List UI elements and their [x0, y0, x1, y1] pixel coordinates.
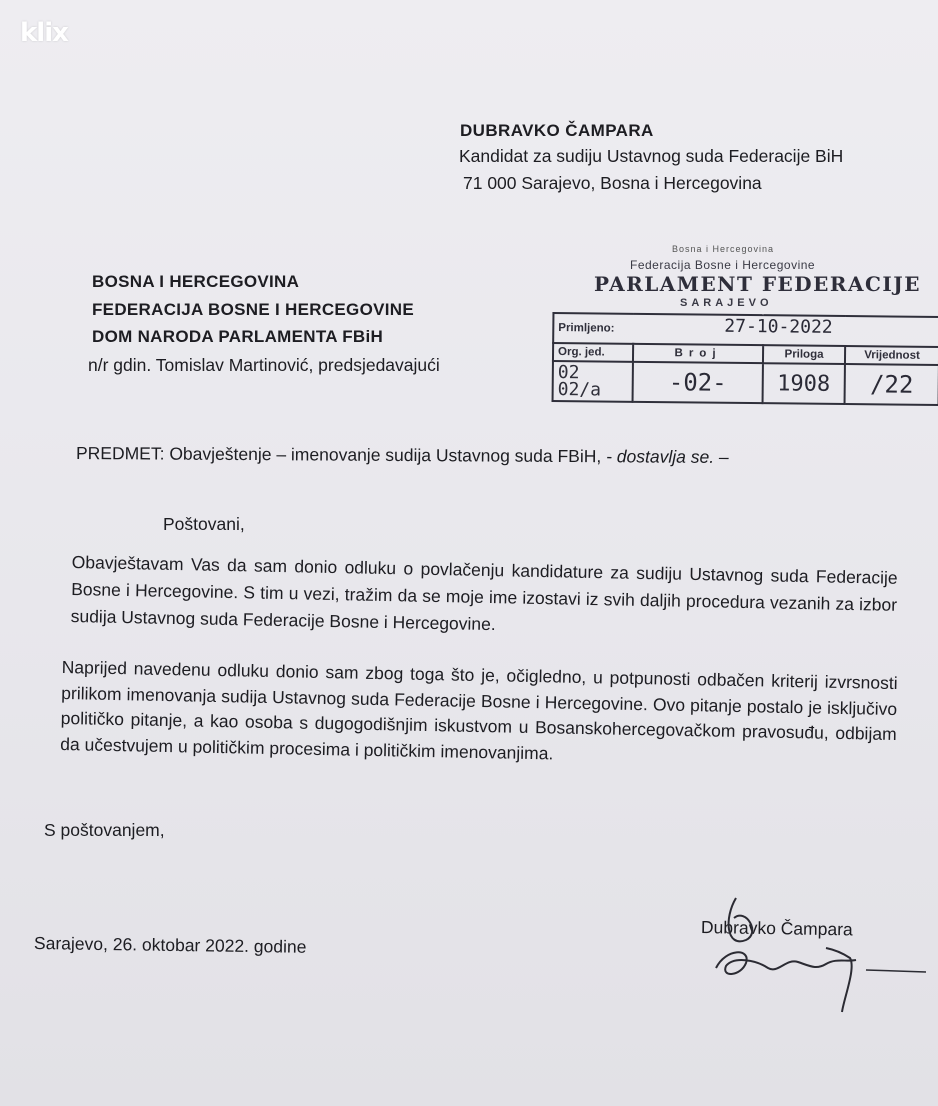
signatory-name: Dubravko Čampara: [700, 917, 853, 940]
stamp-header-small: Bosna i Hercegovina: [672, 244, 775, 254]
salutation: Poštovani,: [163, 514, 245, 534]
recipient-house: DOM NARODA PARLAMENTA FBiH: [92, 327, 384, 346]
stamp-value: /22: [845, 364, 938, 405]
handwritten-signature: [706, 888, 936, 1018]
stamp-header-federation: Federacija Bosne i Hercegovine: [630, 258, 816, 272]
stamp-col-value: Vrijednost: [845, 346, 938, 365]
stamp-col-org: Org. jed.: [553, 343, 633, 362]
stamp-received-label: Primljeno:: [558, 322, 615, 335]
place-date: Sarajevo, 26. oktobar 2022. godine: [33, 933, 307, 957]
stamp-received-row: [553, 313, 938, 347]
stamp-city: SARAJEVO: [680, 297, 773, 309]
sender-title: Kandidat za sudiju Ustavnog suda Federacije BiH: [459, 146, 844, 166]
body-paragraph-1: Obavještavam Vas da sam donio odluku o povlačenju kandidature za sudiju Ustavnog suda Federacije Bosne i Hercegovine. S tim u vezi, tražim da se moje ime izostavi iz svih daljih procedura vezanih za izbor sudija Ustavnog suda Federacije Bosne i Hercegovine.: [70, 551, 898, 635]
stamp-col-number: Broj: [633, 344, 763, 363]
subject-italic: - dostavlja se. –: [606, 446, 729, 467]
sender-address: 71 000 Sarajevo, Bosna i Hercegovina: [463, 173, 762, 193]
klix-watermark-logo: klix: [20, 18, 68, 48]
stamp-org-unit: 02 02/a: [553, 361, 633, 402]
sender-name: DUBRAVKO ČAMPARA: [460, 121, 654, 140]
stamp-table: [552, 312, 938, 406]
parliament-reception-stamp: [552, 244, 938, 422]
stamp-col-attachments: Priloga: [763, 345, 845, 364]
subject-text: Obavještenje – imenovanje sudija Ustavnog suda FBiH,: [169, 443, 602, 467]
recipient-country: BOSNA I HERCEGOVINA: [92, 272, 300, 291]
closing: S poštovanjem,: [44, 820, 165, 840]
stamp-received-date: 27-10-2022: [724, 315, 833, 338]
recipient-federation: FEDERACIJA BOSNE I HERCEGOVINE: [92, 300, 414, 319]
recipient-attention: n/r gdin. Tomislav Martinović, predsjedavajući: [88, 355, 440, 375]
subject-line: [76, 443, 729, 468]
body-paragraph-2: Naprijed navedenu odluku donio sam zbog toga što je, očigledno, u potpunosti odbačen kriterij izvrsnosti prilikom imenovanja sudija Ustavnog suda Federacije Bosne i Hercegovine. Ovo pitanje postalo je isključivo političko pitanje, a kao osoba s dugogodišnjim iskustvom u Bosanskohercegovačkom pravosuđu, odbijam da učestvujem u političkim procesima i političkim imenovanjima.: [60, 656, 898, 763]
stamp-attachments: 1908: [763, 363, 845, 404]
stamp-number: -02-: [633, 362, 763, 403]
stamp-header-main: PARLAMENT FEDERACIJE: [594, 272, 921, 296]
subject-label: PREDMET:: [75, 443, 165, 464]
